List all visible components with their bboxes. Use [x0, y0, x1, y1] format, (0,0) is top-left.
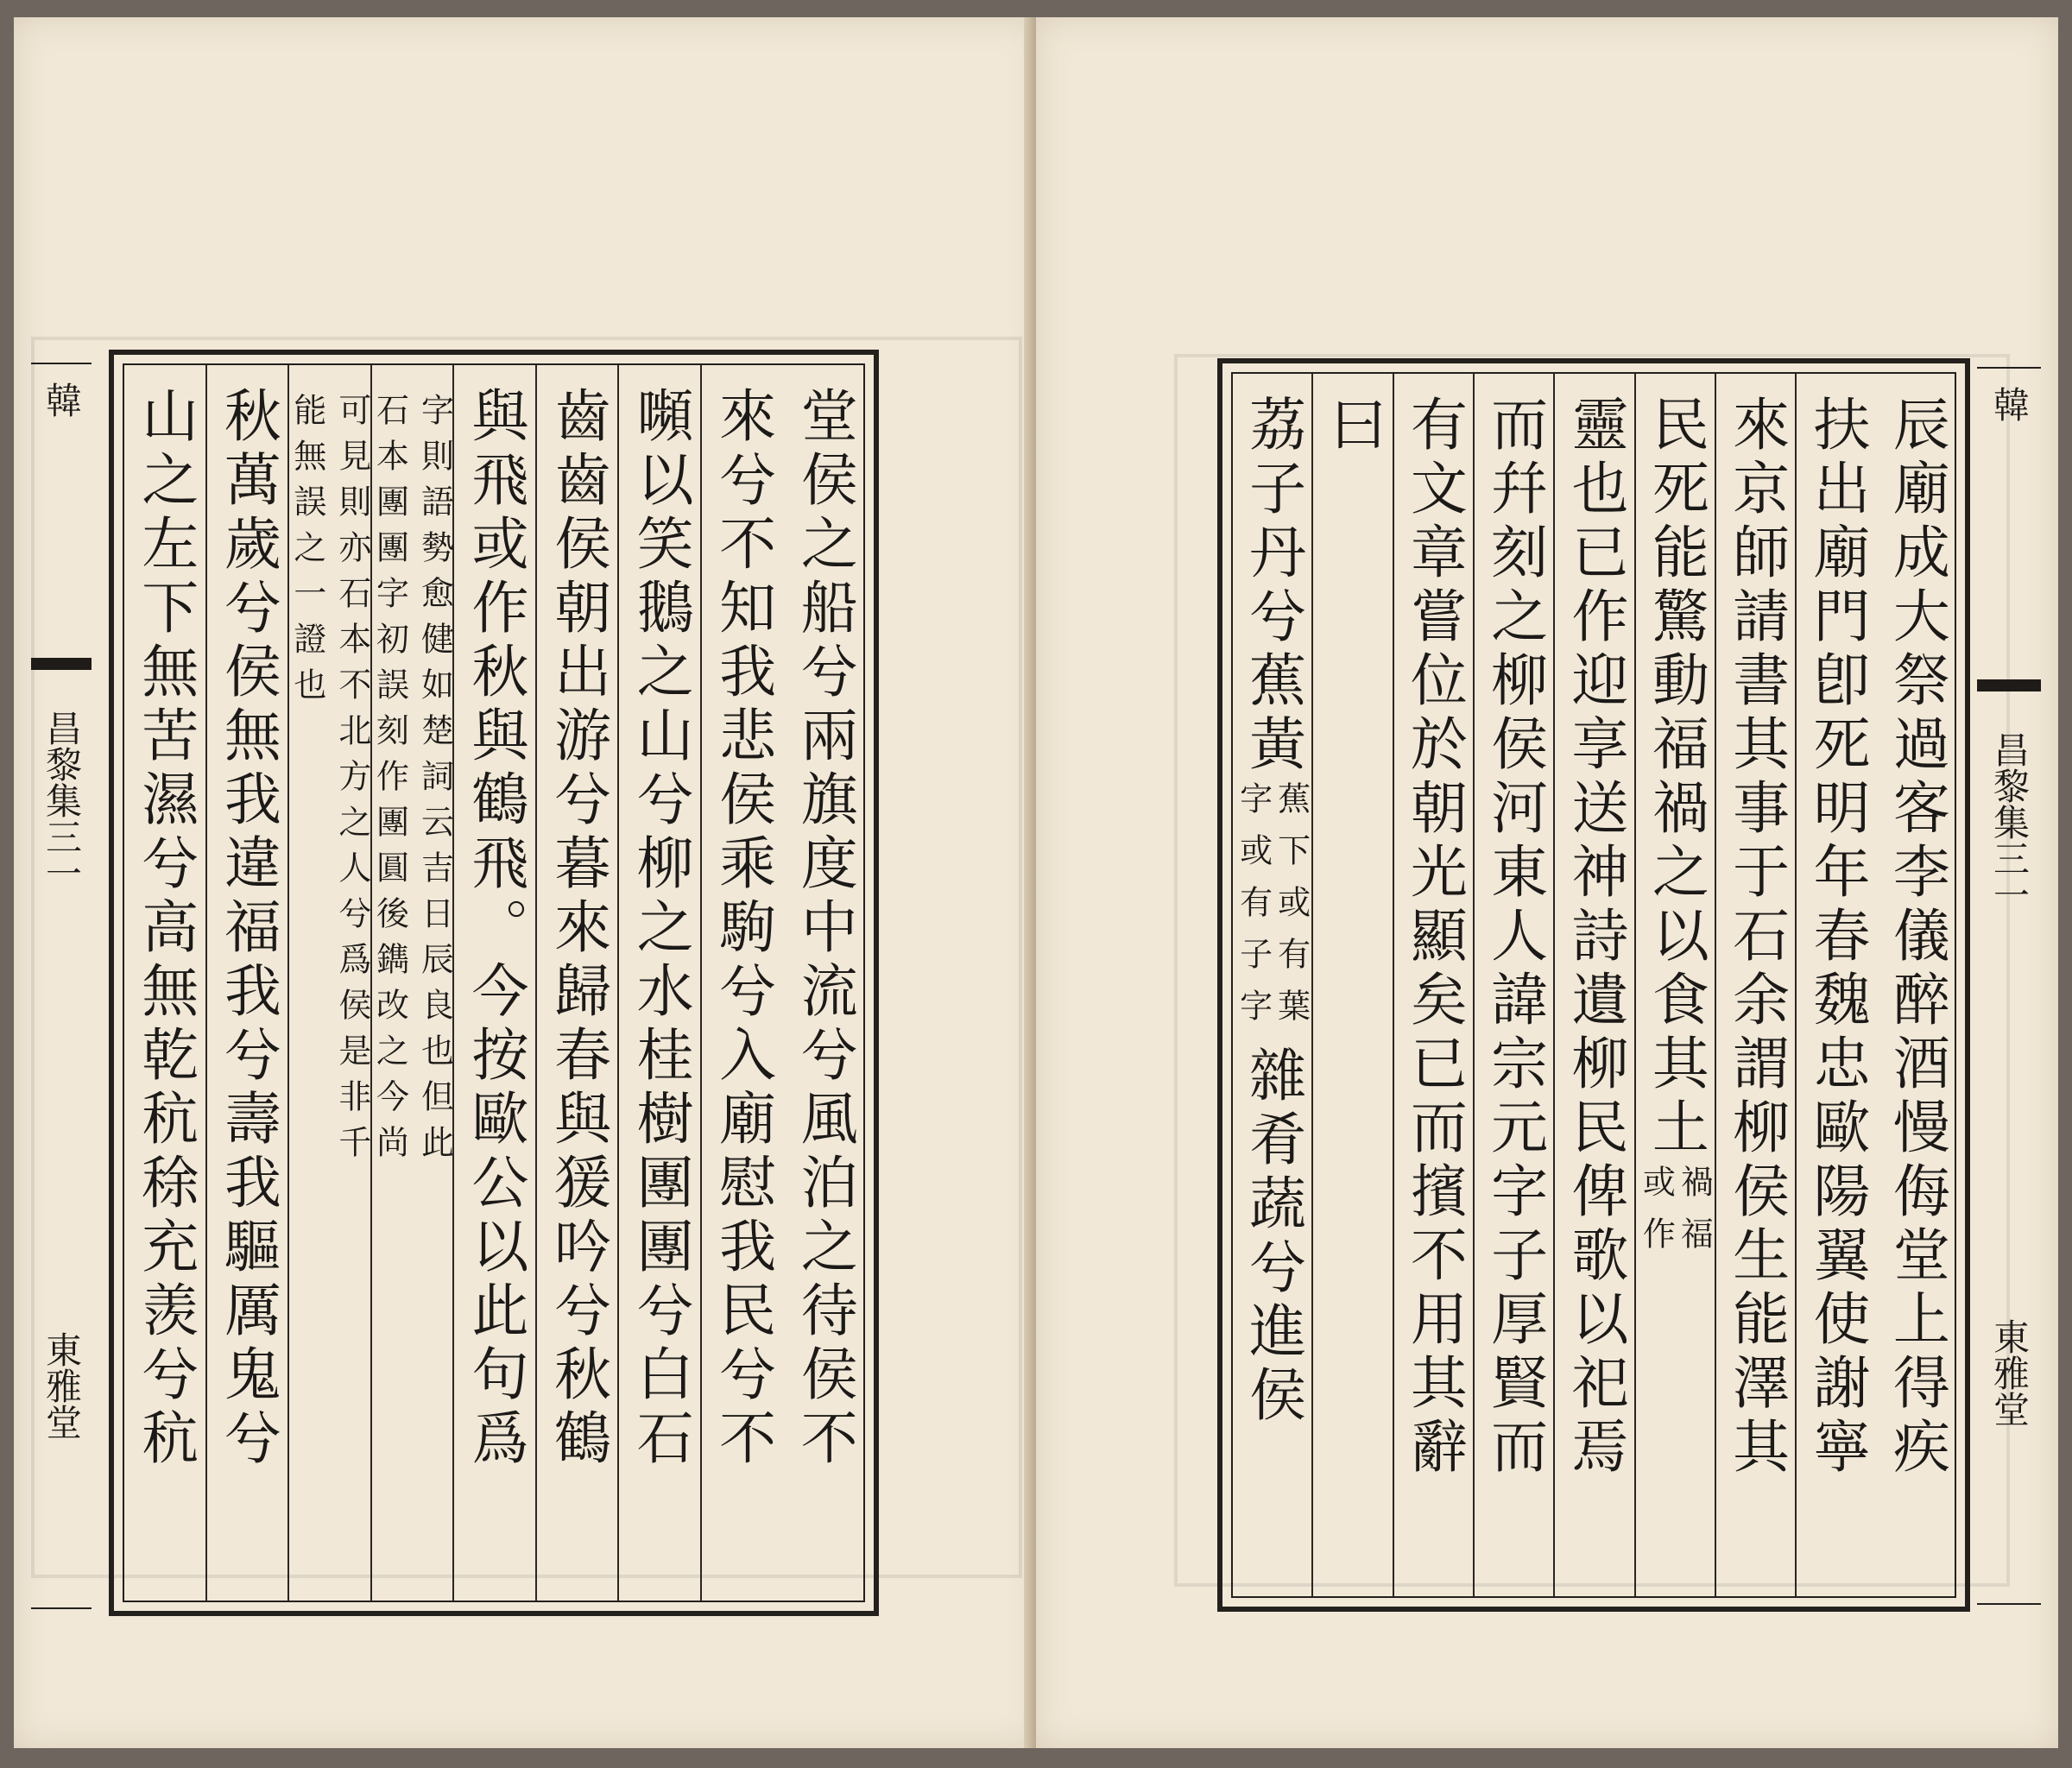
text-column	[535, 363, 618, 1602]
column-text: 曰	[1320, 395, 1387, 458]
column-text: 雜肴蔬兮進侯	[1239, 1045, 1306, 1429]
text-column	[1473, 372, 1553, 1598]
mixed-column	[1234, 372, 1311, 1598]
banxin-publisher: 東雅堂	[1988, 1318, 2031, 1427]
column-text: 有文章嘗位於朝光顯矣已而擯不用其辭	[1400, 395, 1468, 1481]
fishtail-mark	[31, 658, 92, 670]
column-text: 秋萬歲兮侯無我違福我兮壽我驅厲鬼兮	[214, 386, 281, 1472]
right-page	[1036, 17, 2058, 1748]
commentary-line: 字或有子字	[1234, 781, 1273, 1040]
banxin-title: 昌黎集三一	[1988, 731, 2031, 912]
left-block-center-column	[31, 363, 92, 1609]
commentary-pair	[1234, 781, 1311, 1040]
commentary-line: 蕉下或有葉	[1272, 781, 1311, 1040]
column-text: 堂侯之船兮兩旗度中流兮風泊之待侯不	[791, 386, 858, 1472]
commentary-line: 可見則亦石本不北方之人兮爲侯是非千	[332, 393, 371, 1171]
fishtail-mark	[1977, 679, 2041, 691]
banxin-top-char: 韓	[1988, 386, 2031, 422]
text-column	[700, 363, 783, 1602]
commentary-line: 石本團團字初誤刻作團圓後鐫改之今尚	[370, 393, 409, 1171]
text-column	[205, 363, 288, 1602]
column-text: 民死能驚動福禍之以食其土	[1642, 395, 1709, 1161]
commentary-line: 或作	[1637, 1165, 1676, 1268]
text-column	[370, 363, 453, 1602]
column-text: 來京師請書其事于石余謂柳侯生能澤其	[1722, 395, 1790, 1481]
column-text: 而幷刻之柳侯河東人諱宗元字子厚賢而	[1481, 395, 1548, 1481]
column-text: 來兮不知我悲侯乘駒兮入廟慰我民兮不	[709, 386, 776, 1472]
text-column	[1715, 372, 1795, 1598]
column-text: 靈也已作迎享送神詩遺柳民俾歌以祀焉	[1562, 395, 1628, 1481]
right-text-frame	[1217, 358, 1970, 1612]
text-column	[1553, 372, 1633, 1598]
column-text: 山之左下無苦濕兮高無乾秔稌充羡兮秔	[131, 386, 199, 1472]
text-column	[782, 363, 865, 1602]
commentary-pair	[1637, 1165, 1714, 1268]
left-columns	[123, 363, 865, 1602]
text-column	[123, 363, 205, 1602]
mixed-column	[1637, 372, 1714, 1598]
right-columns	[1231, 372, 1956, 1598]
left-text-frame	[109, 350, 879, 1616]
text-column	[1393, 372, 1473, 1598]
column-text: 嚬以笑鵝之山兮柳之水桂樹團團兮白石	[627, 386, 694, 1472]
text-column	[1795, 372, 1875, 1598]
column-text: 辰廟成大祭過客李儀醉酒慢侮堂上得疾	[1883, 395, 1950, 1481]
text-column	[452, 363, 535, 1602]
column-text: 與飛或作秋與鶴飛。今按歐公以此句爲	[462, 386, 528, 1472]
commentary-line: 字則語勢愈健如楚詞云吉日辰良也但此	[415, 393, 454, 1171]
banxin-top-char: 韓	[41, 382, 83, 418]
commentary-pair	[287, 363, 371, 1602]
commentary-line: 能無誤之一證也	[287, 393, 326, 713]
banxin-publisher: 東雅堂	[41, 1331, 83, 1440]
text-column	[287, 363, 370, 1602]
column-text: 齒齒侯朝出游兮暮來歸春與猨吟兮秋鶴	[544, 386, 611, 1472]
banxin-title: 昌黎集三一	[41, 710, 83, 891]
text-column	[1311, 372, 1392, 1598]
left-page	[14, 17, 1041, 1748]
text-column	[617, 363, 700, 1602]
commentary-pair	[370, 363, 454, 1602]
commentary-line: 禍福	[1675, 1165, 1714, 1268]
text-column	[1231, 372, 1311, 1598]
column-text: 扶出廟門卽死明年春魏忠歐陽翼使謝寧	[1804, 395, 1870, 1481]
text-column	[1634, 372, 1715, 1598]
text-column	[1876, 372, 1956, 1598]
column-text: 荔子丹兮蕉黃	[1239, 395, 1306, 778]
right-block-center-column	[1977, 367, 2041, 1605]
